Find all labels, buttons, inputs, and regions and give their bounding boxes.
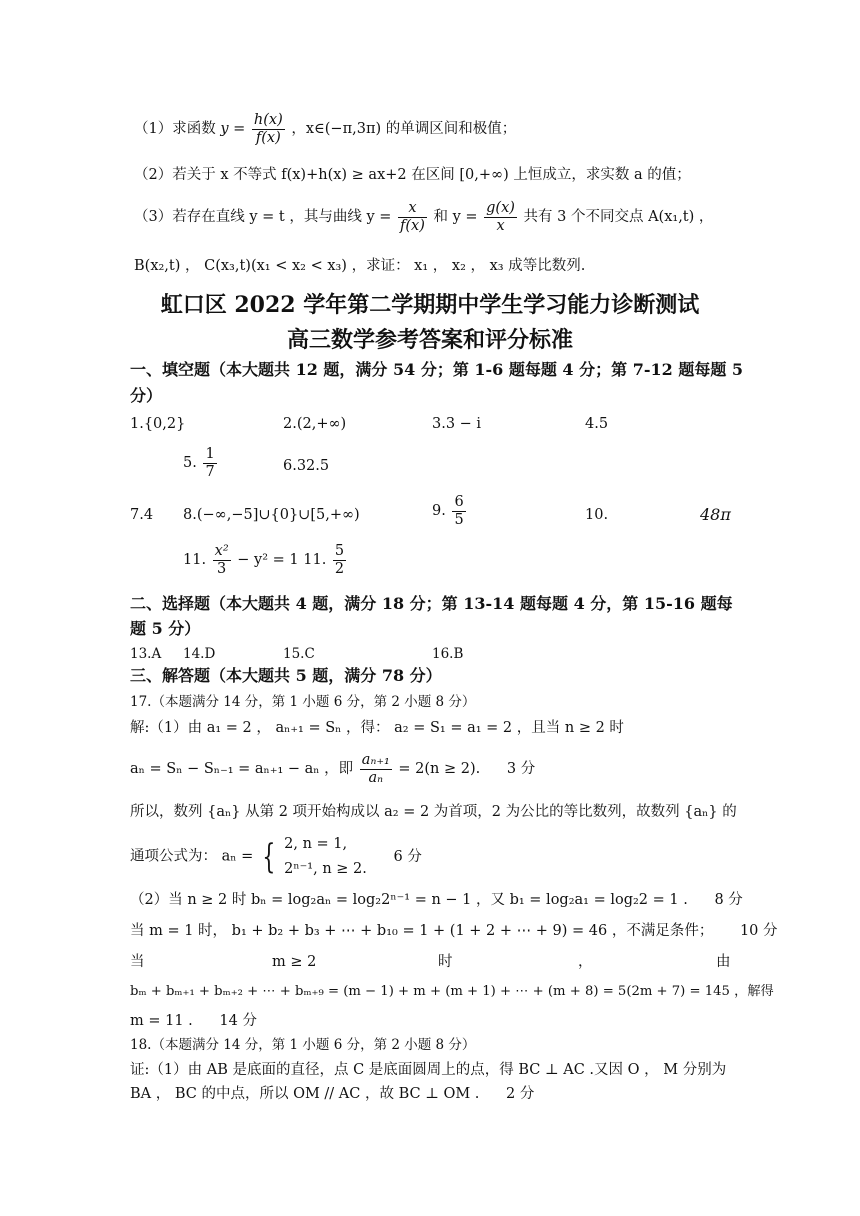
problem-17-case-1: 2, n = 1, <box>284 836 348 852</box>
q3-suffix: 共有 3 个不同交点 A(x₁,t) ， <box>523 209 714 226</box>
problem-17-line-3: 所以，数列 {aₙ} 从第 2 项开始构成以 a₂ = 2 为首项，2 为公比的等比数列，故数列 {aₙ} 的 <box>130 804 737 820</box>
answer-5-numerator: 1 <box>205 446 215 462</box>
answer-6: 6.32.5 <box>283 458 330 474</box>
score-mark: 2 分 <box>506 1086 535 1102</box>
problem-17-cases <box>284 832 367 881</box>
question-3-line-2: B(x₂,t) ， C(x₃,t)(x₁ < x₂ < x₃) ，求证： x₁ ， x₂ ， x₃ 成等比数列. <box>134 258 586 274</box>
problem-17-line-9 <box>130 1013 257 1030</box>
answer-5-fraction <box>203 446 216 480</box>
q3-mid: 和 y = <box>433 209 478 226</box>
answer-11-numerator: x² <box>214 543 229 559</box>
q1-suffix: 的单调区间和极值； <box>385 121 517 138</box>
answer-5-prefix: 5. <box>183 455 197 472</box>
answer-11-prefix: 11. <box>183 552 207 569</box>
section-1-heading: 一、填空题（本大题共 12 题，满分 54 分；第 1-6 题每题 4 分；第 7-12 题每题 5 <box>130 360 744 379</box>
score-mark: 10 分 <box>739 923 778 939</box>
q3-fraction-1 <box>398 200 427 234</box>
q1-domain: ，x∈(−π,3π) <box>291 121 382 138</box>
answer-7: 7.4 <box>130 507 154 523</box>
problem-17-line-9-text: m = 11 . <box>130 1013 193 1029</box>
answer-3: 3.3 − i <box>432 416 482 432</box>
score-mark: 3 分 <box>506 761 536 778</box>
q3-denominator-2: x <box>496 217 505 234</box>
left-brace-icon: { <box>262 836 276 877</box>
problem-17-line-6 <box>130 923 778 940</box>
q3-denominator-1: f(x) <box>400 217 425 234</box>
answer-5-denominator: 7 <box>205 463 215 480</box>
problem-17-line-5 <box>130 892 743 909</box>
problem-17-case-2: 2ⁿ⁻¹, n ≥ 2. <box>284 860 367 877</box>
problem-17-line-7-a: 当 <box>130 954 145 970</box>
answer-4: 4.5 <box>585 416 609 432</box>
answer-8: 8.(−∞,−5]∪{0}∪[5,+∞) <box>183 507 360 523</box>
score-mark: 14 分 <box>219 1013 257 1029</box>
answer-14: 14.D <box>183 646 216 662</box>
q1-denominator: f(x) <box>255 129 281 146</box>
problem-18-header: 18.（本题满分 14 分，第 1 小题 6 分，第 2 小题 8 分） <box>130 1037 476 1053</box>
question-3 <box>134 200 713 234</box>
problem-17-line-7-c: 时 <box>438 954 453 970</box>
answer-12-fraction <box>333 543 346 577</box>
section-1-heading-cont: 分） <box>130 386 163 405</box>
problem-17-line-7-e: 由 <box>716 954 731 970</box>
problem-18-line-2-text: BA ， BC 的中点，所以 OM // AC ，故 BC ⊥ OM . <box>130 1086 480 1102</box>
answer-11-12 <box>183 543 348 577</box>
problem-17-line-8: bₘ + bₘ₊₁ + bₘ₊₂ + ⋯ + bₘ₊₉ = (m − 1) + m + (m + 1) + ⋯ + (m + 8) = 5(2m + 7) = 145 ，解得 <box>130 984 774 999</box>
answer-13: 13.A <box>130 646 162 662</box>
answer-10: 10. <box>585 507 609 523</box>
q3-numerator-2: g(x) <box>486 200 515 216</box>
q3-fraction-2 <box>484 200 517 234</box>
answer-15: 15.C <box>283 646 315 662</box>
answer-12-denominator: 2 <box>334 560 345 577</box>
answer-10-value: 48π <box>700 505 731 524</box>
answer-1: 1.{0,2} <box>130 416 186 432</box>
problem-17-ratio-denominator: aₙ <box>368 769 384 786</box>
answer-9-fraction <box>452 494 465 528</box>
score-mark: 8 分 <box>714 892 743 908</box>
answer-9-denominator: 5 <box>454 511 464 528</box>
problem-17-ratio-numerator: aₙ₊₁ <box>361 752 390 768</box>
problem-17-line-7-d: ， <box>578 954 593 970</box>
answer-9 <box>432 494 468 528</box>
answer-11-suffix: − y² = 1 11. <box>237 552 327 569</box>
answer-16: 16.B <box>432 646 464 662</box>
answer-5 <box>183 446 219 480</box>
section-3-heading: 三、解答题（本大题共 5 题，满分 78 分） <box>130 666 442 685</box>
answer-9-prefix: 9. <box>432 503 446 520</box>
section-2-heading-cont: 题 5 分） <box>130 619 201 638</box>
page-subtitle: 高三数学参考答案和评分标准 <box>286 327 573 353</box>
q1-numerator: h(x) <box>253 112 283 128</box>
section-2-heading: 二、选择题（本大题共 4 题，满分 18 分；第 13-14 题每题 4 分，第 15-16 题每 <box>130 594 733 613</box>
answer-11-fraction <box>213 543 231 577</box>
answer-9-numerator: 6 <box>454 494 464 510</box>
page-title: 虹口区 2022 学年第二学期期中学生学习能力诊断测试 <box>160 292 700 318</box>
problem-17-line-2 <box>130 752 535 786</box>
answer-11-denominator: 3 <box>217 560 227 577</box>
problem-18-line-1: 证:（1）由 AB 是底面的直径，点 C 是底面圆周上的点，得 BC ⊥ AC .又因 O ， M 分别为 <box>130 1062 727 1078</box>
problem-17-line-2-a: aₙ = Sₙ − Sₙ₋₁ = aₙ₊₁ − aₙ ，即 <box>130 761 354 778</box>
score-mark: 6 分 <box>393 848 422 865</box>
question-2: （2）若关于 x 不等式 f(x)+h(x) ≥ ax+2 在区间 [0,+∞) 上恒成立，求实数 a 的值； <box>134 167 691 183</box>
answer-12-numerator: 5 <box>334 543 345 559</box>
problem-17-line-5-text: （2）当 n ≥ 2 时 bₙ = log₂aₙ = log₂2ⁿ⁻¹ = n − 1 ，又 b₁ = log₂a₁ = log₂2 = 1 . <box>130 892 688 908</box>
question-1 <box>134 112 516 146</box>
answer-2: 2.(2,+∞) <box>283 416 347 432</box>
problem-17-header: 17.（本题满分 14 分，第 1 小题 6 分，第 2 小题 8 分） <box>130 694 476 710</box>
problem-17-line-7-b: m ≥ 2 <box>272 954 317 970</box>
problem-17-line-2-b: = 2(n ≥ 2). <box>398 761 481 778</box>
problem-17-line-4 <box>130 832 422 881</box>
q3-prefix: （3）若存在直线 y = t ，其与曲线 y = <box>134 209 392 226</box>
problem-17-ratio-fraction <box>360 752 392 786</box>
problem-18-line-2 <box>130 1086 534 1103</box>
problem-17-line-6-text: 当 m = 1 时， b₁ + b₂ + b₃ + ⋯ + b₁₀ = 1 + (1 + 2 + ⋯ + 9) = 46 ，不满足条件； <box>130 923 714 939</box>
problem-17-formula-label: 通项公式为： aₙ = <box>130 848 254 865</box>
q1-fraction <box>252 112 285 146</box>
q1-prefix: （1）求函数 <box>134 121 216 138</box>
q1-y: y = <box>220 121 246 138</box>
problem-17-line-1: 解:（1）由 a₁ = 2 ， aₙ₊₁ = Sₙ ，得： a₂ = S₁ = a₁ = 2 ，且当 n ≥ 2 时 <box>130 720 624 736</box>
q3-numerator-1: x <box>398 200 427 218</box>
